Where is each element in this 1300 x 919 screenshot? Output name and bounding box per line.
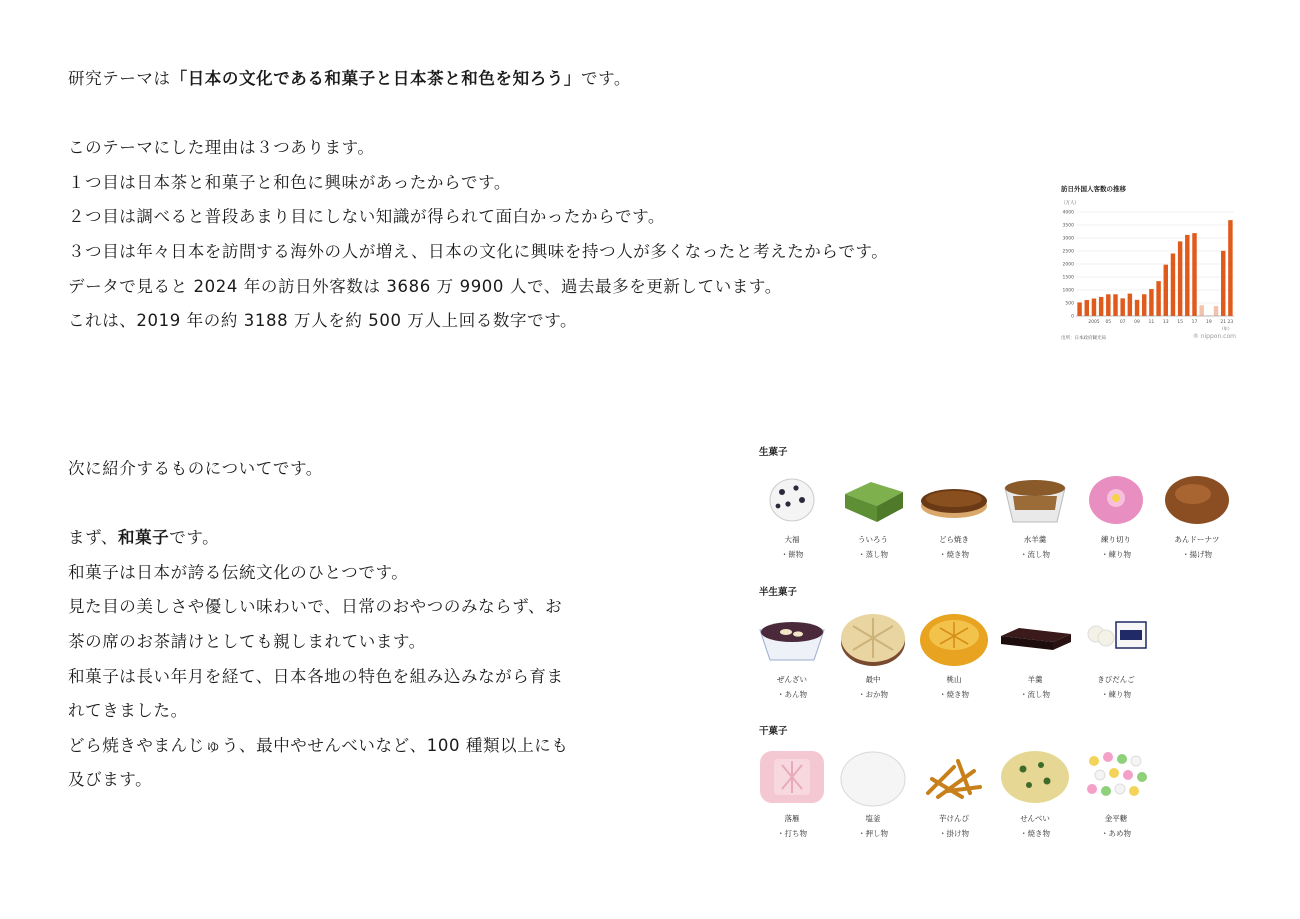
bar-2016 <box>1171 253 1175 316</box>
x-tick-label: 09 <box>1134 320 1140 325</box>
x-tick-label: 15 <box>1177 320 1184 325</box>
chart-plot <box>1058 182 1240 344</box>
wagashi-p2a: 見た目の美しさや優しい味わいで、日常のおやつのみならず、お <box>68 597 563 617</box>
reasons-intro: このテーマにした理由は３つあります。 <box>68 138 375 158</box>
reason-3: ３つ目は年々日本を訪問する海外の人が増え、日本の文化に興味を持つ人が多くなったと考えたからです。 <box>68 241 889 261</box>
sweet-nerikiri: 練り切り ・練り物 <box>1080 468 1152 562</box>
y-tick-label: 0 <box>1071 314 1074 320</box>
sweet-yokan: 羊羹 ・流し物 <box>999 608 1071 702</box>
bar-2015 <box>1164 265 1168 316</box>
bar-2011 <box>1135 300 1139 316</box>
sweet-mizuyokan: 水羊羹 ・流し物 <box>999 468 1071 562</box>
section-namagashi <box>756 444 1233 562</box>
monaka-icon <box>837 608 909 668</box>
bar-2024 <box>1228 220 1232 316</box>
first-topic: まず、和菓子です。 <box>68 528 220 548</box>
compare-line: これは、2019 年の約 3188 万人を約 500 万人上回る数字です。 <box>68 311 578 331</box>
y-tick-label: 1000 <box>1062 288 1074 294</box>
chart-xlabel: （年） <box>1219 326 1232 331</box>
bar-2008 <box>1113 294 1117 316</box>
x-tick-label: 21 <box>1220 320 1227 325</box>
sweet-dorayaki: どら焼き ・焼き物 <box>918 468 990 562</box>
y-tick-label: 2000 <box>1062 262 1074 268</box>
uiro-icon <box>837 468 909 528</box>
y-tick-label: 500 <box>1065 301 1074 307</box>
chart-logo: ® nippon.com <box>1192 333 1236 340</box>
x-tick-label: 2005 <box>1088 320 1100 325</box>
y-tick-label: 3000 <box>1062 236 1074 242</box>
chart-source: 出所：日本政府観光局 <box>1061 336 1106 341</box>
theme-line: 研究テーマは「日本の文化である和菓子と日本茶と和色を知ろう」です。 <box>68 69 631 88</box>
sweet-konpeito: 金平糖 ・あめ物 <box>1080 747 1152 841</box>
sweet-kibidango: きびだんご ・練り物 <box>1080 608 1152 702</box>
daifuku-icon <box>756 468 828 528</box>
reason-2: ２つ目は調べると普段あまり目にしない知識が得られて面白かったからです。 <box>68 207 666 227</box>
visitor-chart <box>1058 182 1240 344</box>
bar-2009 <box>1120 298 1124 316</box>
nerikiri-icon <box>1080 468 1152 528</box>
next-intro: 次に紹介するものについてです。 <box>68 459 323 478</box>
wagashi-heading: 和菓子 <box>117 528 170 548</box>
chart-title: 訪日外国人客数の推移 <box>1061 185 1126 193</box>
sweet-an-donut: あんドーナツ ・揚げ物 <box>1161 468 1233 562</box>
bar-2006 <box>1099 297 1103 316</box>
yokan-icon <box>999 608 1071 668</box>
sweet-daifuku: 大福 ・餅物 <box>756 468 828 562</box>
wagashi-p1: 和菓子は日本が誇る伝統文化のひとつです。 <box>68 562 409 582</box>
bar-2023 <box>1221 251 1225 316</box>
mizuyokan-icon <box>999 468 1071 528</box>
section-label: 生菓子 <box>759 447 788 458</box>
x-tick-label: 17 <box>1191 320 1198 325</box>
x-tick-label: 19 <box>1205 320 1212 325</box>
bar-2007 <box>1106 294 1110 316</box>
x-tick-label: 13 <box>1162 320 1169 325</box>
bar-2013 <box>1149 289 1153 316</box>
y-tick-label: 4000 <box>1062 210 1074 216</box>
dorayaki-icon <box>918 468 990 528</box>
wagashi-section <box>68 452 668 798</box>
reason-1: １つ目は日本茶と和菓子と和色に興味があったからです。 <box>68 172 511 192</box>
momoyama-icon <box>918 608 990 668</box>
konpeito-icon <box>1080 747 1152 807</box>
intro-section <box>68 62 1048 339</box>
y-tick-label: 3500 <box>1062 223 1074 229</box>
bar-2019 <box>1192 233 1196 316</box>
sweet-momoyama: 桃山 ・焼き物 <box>918 608 990 702</box>
bar-2020 <box>1199 305 1203 316</box>
zenzai-icon <box>756 608 828 668</box>
data-line: データで見ると 2024 年の訪日外客数は 3686 万 9900 人で、過去最多を更新しています。 <box>68 276 782 296</box>
sweet-shiogama: 塩釜 ・押し物 <box>837 747 909 841</box>
sweet-imokenpi: 芋けんぴ ・掛け物 <box>918 747 990 841</box>
section-label: 半生菓子 <box>759 587 798 598</box>
bar-2014 <box>1156 281 1160 316</box>
x-tick-label: 11 <box>1148 320 1155 325</box>
theme-title: 「日本の文化である和菓子と日本茶と和色を知ろう」 <box>170 69 582 88</box>
bar-2003 <box>1077 302 1081 316</box>
bar-2018 <box>1185 235 1189 316</box>
bar-2005 <box>1092 299 1096 316</box>
bar-2022 <box>1214 306 1218 316</box>
bar-2010 <box>1128 294 1132 316</box>
y-tick-label: 1500 <box>1062 275 1074 281</box>
x-tick-label: 23 <box>1227 320 1234 325</box>
sweet-zenzai: ぜんざい ・あん物 <box>756 608 828 702</box>
chart-ylabel: （万人） <box>1061 201 1079 206</box>
bar-2004 <box>1085 300 1089 316</box>
y-tick-label: 2500 <box>1062 249 1074 255</box>
section-label: 干菓子 <box>759 726 788 737</box>
sweet-rakugan: 落雁 ・打ち物 <box>756 747 828 841</box>
x-tick-label: 07 <box>1119 320 1126 325</box>
sweet-senbei: せんべい ・焼き物 <box>999 747 1071 841</box>
sweet-monaka: 最中 ・おか物 <box>837 608 909 702</box>
wagashi-p2b: 茶の席のお茶請けとしても親しまれています。 <box>68 631 426 651</box>
wagashi-p4b: 及びます。 <box>68 770 153 790</box>
section-hannamagashi <box>756 584 1152 702</box>
sweet-uiro: ういろう ・蒸し物 <box>837 468 909 562</box>
kibidango-icon <box>1080 608 1152 668</box>
bar-2012 <box>1142 294 1146 316</box>
wagashi-p3b: れてきました。 <box>68 701 188 721</box>
section-higashi <box>756 723 1152 841</box>
wagashi-p4a: どら焼きやまんじゅう、最中やせんべいなど、100 種類以上にも <box>68 735 569 755</box>
x-tick-label: 05 <box>1105 320 1112 325</box>
senbei-icon <box>999 747 1071 807</box>
imokenpi-icon <box>918 747 990 807</box>
rakugan-icon <box>756 747 828 807</box>
an-donut-icon <box>1161 468 1233 528</box>
shiogama-icon <box>837 747 909 807</box>
wagashi-p3a: 和菓子は長い年月を経て、日本各地の特色を組み込みながら育ま <box>68 666 564 686</box>
bar-2017 <box>1178 241 1182 316</box>
